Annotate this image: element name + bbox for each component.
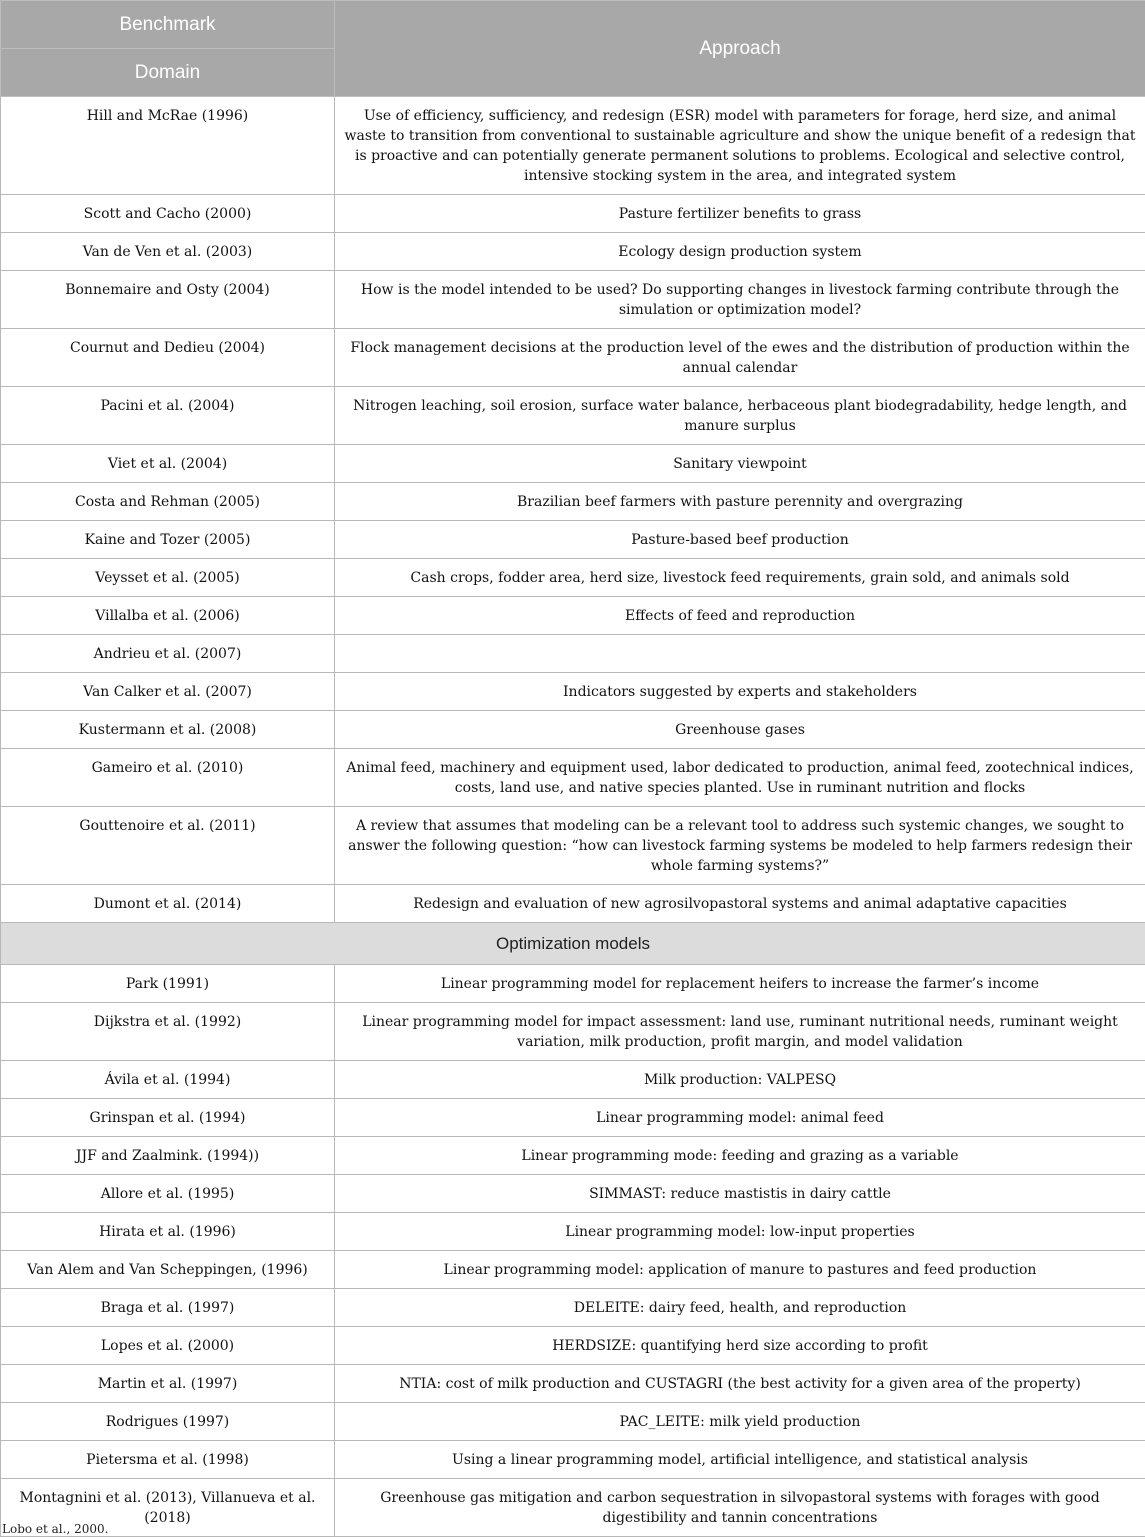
table-row [1,749,1145,807]
table-row [1,1099,1145,1137]
benchmark-cell: Andrieu et al. (2007) [1,635,335,673]
table-row [1,195,1145,233]
benchmark-cell: Kaine and Tozer (2005) [1,521,335,559]
approach-cell: A review that assumes that modeling can be a relevant tool to address such systemic changes, we sought to answer the following question: “how can livestock farming systems be modeled to help farmers redesign their whole farming systems?” [335,807,1145,885]
benchmark-cell: Viet et al. (2004) [1,445,335,483]
table-body-group1 [1,97,1145,923]
header-approach: Approach [335,1,1145,97]
approach-cell: Pasture fertilizer benefits to grass [335,195,1145,233]
approach-cell: HERDSIZE: quantifying herd size according to profit [335,1327,1145,1365]
benchmark-cell: Grinspan et al. (1994) [1,1099,335,1137]
benchmark-cell: Gameiro et al. (2010) [1,749,335,807]
benchmark-cell: Rodrigues (1997) [1,1403,335,1441]
approach-cell: Brazilian beef farmers with pasture perennity and overgrazing [335,483,1145,521]
table-row [1,965,1145,1003]
table-row [1,271,1145,329]
table-row [1,97,1145,195]
approach-cell: Linear programming model: low-input properties [335,1213,1145,1251]
table-row [1,1061,1145,1099]
approach-cell: NTIA: cost of milk production and CUSTAGRI (the best activity for a given area of the property) [335,1365,1145,1403]
table-body-group2 [1,965,1145,1537]
table-row [1,387,1145,445]
table-row [1,1479,1145,1537]
table-row [1,711,1145,749]
approach-cell: Sanitary viewpoint [335,445,1145,483]
approach-cell: Effects of feed and reproduction [335,597,1145,635]
benchmark-cell: Dumont et al. (2014) [1,885,335,923]
approach-cell: Greenhouse gases [335,711,1145,749]
table-row [1,635,1145,673]
benchmark-cell: Allore et al. (1995) [1,1175,335,1213]
approach-cell: Redesign and evaluation of new agrosilvopastoral systems and animal adaptative capacities [335,885,1145,923]
table-row [1,1137,1145,1175]
section-title: Optimization models [1,923,1145,965]
approach-cell: SIMMAST: reduce mastistis in dairy cattle [335,1175,1145,1213]
benchmark-cell: JJF and Zaalmink. (1994)) [1,1137,335,1175]
table-row [1,1365,1145,1403]
benchmark-cell: Dijkstra et al. (1992) [1,1003,335,1061]
table-row [1,597,1145,635]
section-row-group [1,923,1145,965]
benchmark-cell: Van Alem and Van Scheppingen, (1996) [1,1251,335,1289]
approach-cell: PAC_LEITE: milk yield production [335,1403,1145,1441]
approach-cell: Linear programming model for replacement heifers to increase the farmer’s income [335,965,1145,1003]
approach-cell: Linear programming model: application of manure to pastures and feed production [335,1251,1145,1289]
section-row [1,923,1145,965]
benchmark-cell: Hill and McRae (1996) [1,97,335,195]
table-row [1,1251,1145,1289]
table-header [1,1,1145,97]
benchmark-cell: Hirata et al. (1996) [1,1213,335,1251]
benchmark-cell: Van Calker et al. (2007) [1,673,335,711]
benchmark-cell: Veysset et al. (2005) [1,559,335,597]
approach-cell: Flock management decisions at the production level of the ewes and the distribution of production within the annual calendar [335,329,1145,387]
approach-cell: Pasture-based beef production [335,521,1145,559]
approach-cell: Milk production: VALPESQ [335,1061,1145,1099]
table-row [1,559,1145,597]
table-row [1,233,1145,271]
approach-cell: Linear programming mode: feeding and grazing as a variable [335,1137,1145,1175]
approach-cell: DELEITE: dairy feed, health, and reproduction [335,1289,1145,1327]
approach-cell: Cash crops, fodder area, herd size, livestock feed requirements, grain sold, and animals sold [335,559,1145,597]
approach-cell: Nitrogen leaching, soil erosion, surface water balance, herbaceous plant biodegradability, hedge length, and manure surplus [335,387,1145,445]
table-row [1,329,1145,387]
approach-cell: How is the model intended to be used? Do supporting changes in livestock farming contribute through the simulation or optimization model? [335,271,1145,329]
approach-cell: Linear programming model: animal feed [335,1099,1145,1137]
table-row [1,673,1145,711]
benchmark-cell: Braga et al. (1997) [1,1289,335,1327]
approach-cell: Use of efficiency, sufficiency, and redesign (ESR) model with parameters for forage, herd size, and animal waste to transition from conventional to sustainable agriculture and show the unique benefit of a redesign that is proactive and can potentially generate permanent solutions to problems. Ecological and selective control, intensive stocking system in the area, and integrated system [335,97,1145,195]
benchmark-cell: Ávila et al. (1994) [1,1061,335,1099]
table-row [1,885,1145,923]
table-row [1,807,1145,885]
benchmark-cell: Costa and Rehman (2005) [1,483,335,521]
benchmark-cell: Park (1991) [1,965,335,1003]
benchmark-cell: Scott and Cacho (2000) [1,195,335,233]
benchmark-cell: Martin et al. (1997) [1,1365,335,1403]
header-domain: Domain [1,49,335,97]
footnote: Lobo et al., 2000. [2,1522,109,1536]
benchmark-cell: Gouttenoire et al. (2011) [1,807,335,885]
approach-cell: Using a linear programming model, artificial intelligence, and statistical analysis [335,1441,1145,1479]
benchmark-cell: Bonnemaire and Osty (2004) [1,271,335,329]
table-row [1,521,1145,559]
table-row [1,1327,1145,1365]
benchmark-cell: Pacini et al. (2004) [1,387,335,445]
approach-cell: Greenhouse gas mitigation and carbon sequestration in silvopastoral systems with forages with good digestibility and tannin concentrations [335,1479,1145,1537]
table-row [1,1175,1145,1213]
benchmark-cell: Lopes et al. (2000) [1,1327,335,1365]
benchmark-cell: Cournut and Dedieu (2004) [1,329,335,387]
benchmark-cell: Pietersma et al. (1998) [1,1441,335,1479]
approach-cell: Animal feed, machinery and equipment used, labor dedicated to production, animal feed, zootechnical indices, costs, land use, and native species planted. Use in ruminant nutrition and flocks [335,749,1145,807]
table-row [1,1289,1145,1327]
approach-cell [335,635,1145,673]
table-row [1,1213,1145,1251]
benchmark-cell: Kustermann et al. (2008) [1,711,335,749]
table-row [1,483,1145,521]
benchmark-cell: Van de Ven et al. (2003) [1,233,335,271]
table-row [1,1403,1145,1441]
table-row [1,445,1145,483]
approach-cell: Linear programming model for impact assessment: land use, ruminant nutritional needs, ruminant weight variation, milk production, profit margin, and model validation [335,1003,1145,1061]
benchmark-cell: Villalba et al. (2006) [1,597,335,635]
table-row [1,1003,1145,1061]
approach-cell: Ecology design production system [335,233,1145,271]
header-benchmark: Benchmark [1,1,335,49]
approach-cell: Indicators suggested by experts and stakeholders [335,673,1145,711]
benchmark-cell: Montagnini et al. (2013), Villanueva et al. (2018) [1,1479,335,1537]
table-row [1,1441,1145,1479]
